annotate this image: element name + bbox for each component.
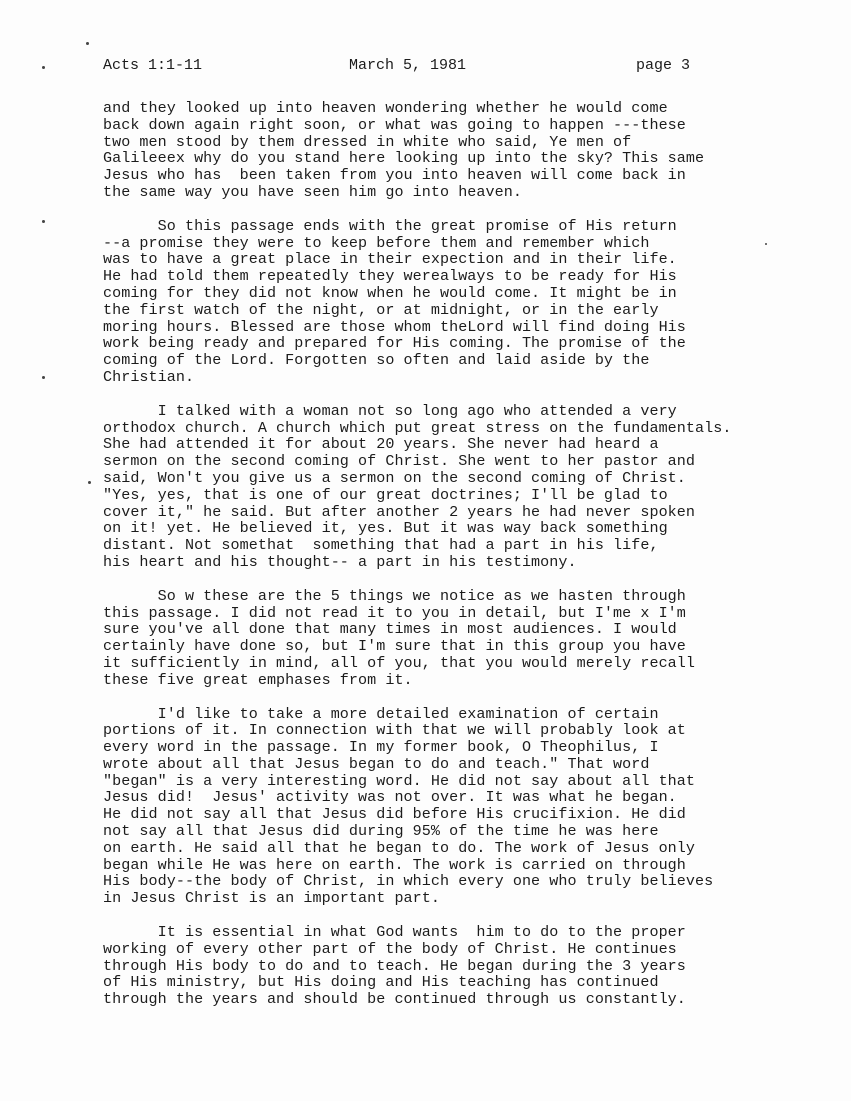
text-line: Galileeex why do you stand here looking up into the sky? This same bbox=[103, 149, 705, 168]
text-line: So this passage ends with the great promise of His return bbox=[103, 216, 677, 235]
scan-speck bbox=[88, 481, 91, 484]
text-line: wrote about all that Jesus began to do and teach." That word bbox=[103, 754, 650, 773]
text-line: She had attended it for about 20 years. She never had heard a bbox=[103, 435, 659, 454]
text-line: Jesus who has been taken from you into heaven will come back in bbox=[103, 166, 686, 185]
text-line: through His body to do and to teach. He began during the 3 years bbox=[103, 956, 686, 975]
text-line: back down again right soon, or what was going to happen ---these bbox=[103, 115, 686, 134]
paragraph-2 bbox=[103, 218, 823, 386]
text-line: on it! yet. He believed it, yes. But it was way back something bbox=[103, 519, 668, 538]
text-line: sermon on the second coming of Christ. She went to her pastor and bbox=[103, 452, 696, 471]
text-line: coming of the Lord. Forgotten so often and laid aside by the bbox=[103, 351, 650, 370]
text-line: distant. Not somethat something that had a part in his life, bbox=[103, 536, 659, 555]
text-line: work being ready and prepared for His coming. The promise of the bbox=[103, 334, 686, 353]
text-line: certainly have done so, but I'm sure that in this group you have bbox=[103, 637, 686, 656]
text-line: began while He was here on earth. The work is carried on through bbox=[103, 855, 686, 874]
text-line: working of every other part of the body of Christ. He continues bbox=[103, 939, 677, 958]
text-line: on earth. He said all that he began to do. The work of Jesus only bbox=[103, 838, 696, 857]
text-line: orthodox church. A church which put great stress on the fundamentals. bbox=[103, 418, 732, 437]
scan-speck bbox=[42, 220, 45, 223]
text-line: Jesus did! Jesus' activity was not over. It was what he began. bbox=[103, 788, 677, 807]
header-page-number: page 3 bbox=[636, 57, 691, 74]
text-line: I talked with a woman not so long ago who attended a very bbox=[103, 401, 677, 420]
text-line: the same way you have seen him go into heaven. bbox=[103, 182, 522, 201]
text-line: in Jesus Christ is an important part. bbox=[103, 889, 440, 908]
paragraph-5 bbox=[103, 706, 823, 908]
paragraph-6 bbox=[103, 924, 823, 1008]
text-line: of His ministry, but His doing and His teaching has continued bbox=[103, 973, 659, 992]
text-line: "began" is a very interesting word. He did not say about all that bbox=[103, 771, 696, 790]
text-line: was to have a great place in their expection and in their life. bbox=[103, 250, 677, 269]
text-line: His body--the body of Christ, in which every one who truly believes bbox=[103, 872, 714, 891]
text-line: --a promise they were to keep before them and remember which bbox=[103, 233, 650, 252]
text-line: He had told them repeatedly they werealways to be ready for His bbox=[103, 267, 677, 286]
text-line: it sufficiently in mind, all of you, that you would merely recall bbox=[103, 653, 696, 672]
text-line: cover it," he said. But after another 2 years he had never spoken bbox=[103, 502, 696, 521]
text-line: So w these are the 5 things we notice as we hasten through bbox=[103, 586, 686, 605]
text-line: through the years and should be continued through us constantly. bbox=[103, 990, 686, 1009]
text-line: every word in the passage. In my former book, O Theophilus, I bbox=[103, 738, 659, 757]
page-header bbox=[103, 56, 703, 76]
paragraph-4 bbox=[103, 588, 823, 689]
text-line: this passage. I did not read it to you in detail, but I'me x I'm bbox=[103, 603, 686, 622]
scan-speck bbox=[42, 66, 45, 69]
text-line: coming for they did not know when he would come. It might be in bbox=[103, 283, 677, 302]
text-line: and they looked up into heaven wondering whether he would come bbox=[103, 99, 668, 117]
header-date: March 5, 1981 bbox=[349, 57, 467, 74]
text-line: portions of it. In connection with that we will probably look at bbox=[103, 721, 686, 740]
scan-speck bbox=[42, 376, 45, 379]
scan-speck bbox=[86, 42, 89, 45]
scan-speck bbox=[765, 243, 767, 245]
paragraph-3 bbox=[103, 403, 823, 571]
text-line: "Yes, yes, that is one of our great doctrines; I'll be glad to bbox=[103, 485, 668, 504]
text-line: the first watch of the night, or at midnight, or in the early bbox=[103, 300, 659, 319]
text-line: It is essential in what God wants him to do to the proper bbox=[103, 923, 686, 942]
text-line: Christian. bbox=[103, 367, 195, 386]
text-line: these five great emphases from it. bbox=[103, 670, 413, 689]
text-line: I'd like to take a more detailed examination of certain bbox=[103, 704, 659, 723]
document-body bbox=[103, 100, 823, 1025]
paragraph-1 bbox=[103, 100, 823, 201]
text-line: moring hours. Blessed are those whom theLord will find doing His bbox=[103, 317, 686, 336]
text-line: He did not say all that Jesus did before His crucifixion. He did bbox=[103, 805, 686, 824]
text-line: not say all that Jesus did during 95% of the time he was here bbox=[103, 822, 659, 841]
text-line: sure you've all done that many times in most audiences. I would bbox=[103, 620, 677, 639]
text-line: his heart and his thought-- a part in his testimony. bbox=[103, 552, 577, 571]
text-line: said, Won't you give us a sermon on the second coming of Christ. bbox=[103, 468, 686, 487]
header-scripture-reference: Acts 1:1-11 bbox=[103, 57, 203, 74]
text-line: two men stood by them dressed in white who said, Ye men of bbox=[103, 132, 632, 151]
